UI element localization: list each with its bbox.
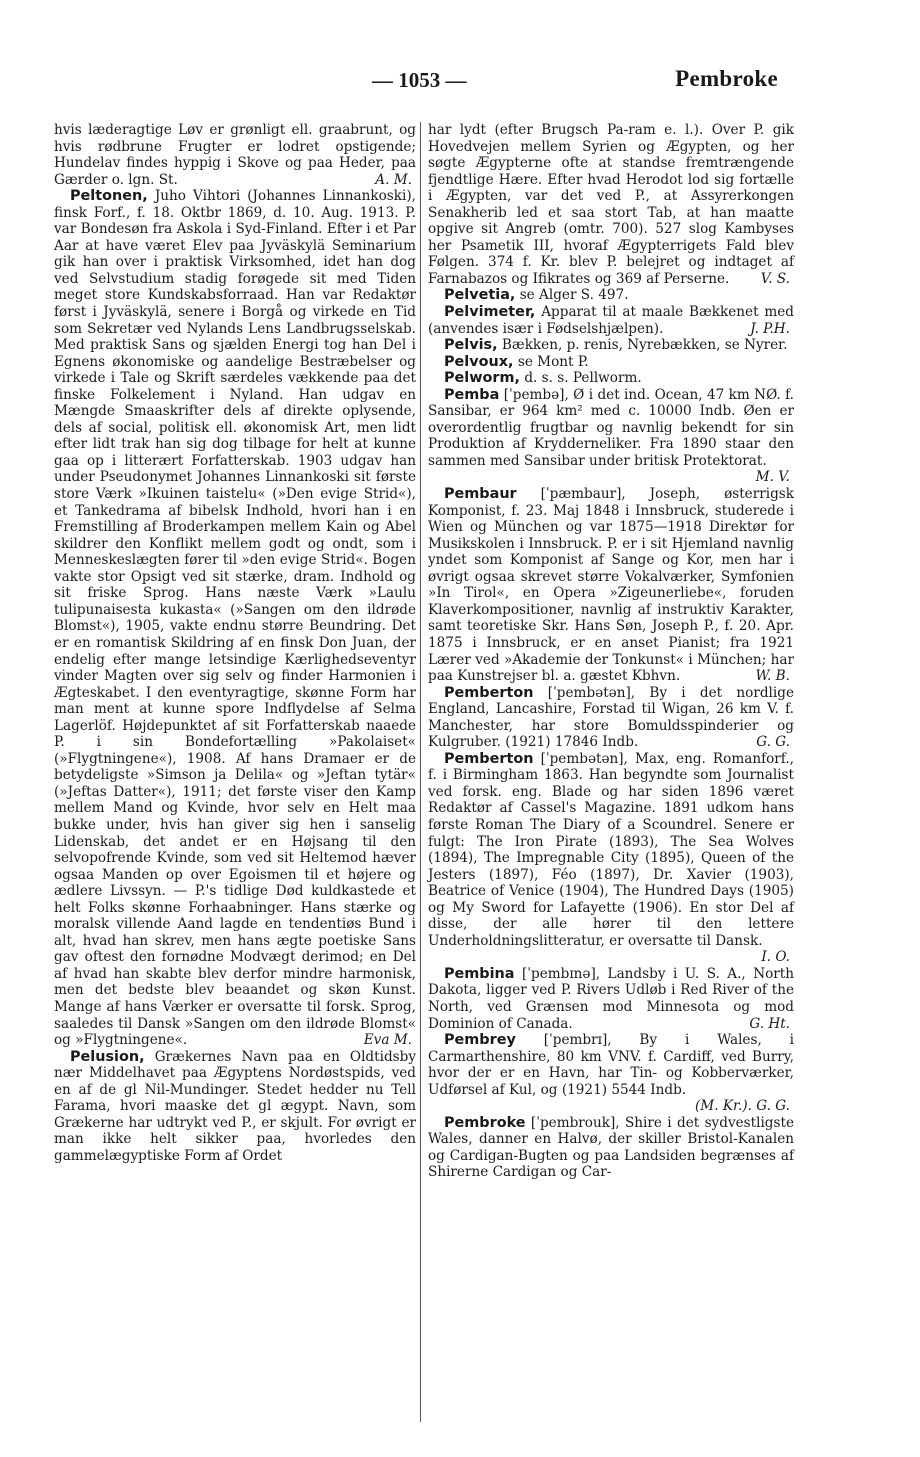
dictionary-entry: [54, 1049, 416, 1165]
entry-text: [ˈpembətən], Max, eng. Romanforf., f. i Birmingham 1863. Han begyndte som Journalist ved forsk. eng. Blade og har siden 1896 været Redaktør af Cassel's Magazine. 1891 udkom hans første Roman The Diary of a Scoundrel. Senere er fulgt: The Iron Pirate (1893), The Sea Wolves (1894), The Impregnable City (1895), Queen of the Jesters (1897), Féo (1897), Dr. Xavier (1903), Beatrice of Venice (1904), The Hundred Days (1905) og My Sword for Lafayette (1906). En stor Del af disse, der alle hører til den lettere Underholdningslitteratur, er oversatte til Dansk.: [428, 750, 794, 949]
column-divider: [420, 122, 421, 1422]
left-column: [54, 122, 416, 1164]
entry-headword: Pelvetia,: [444, 287, 516, 304]
entry-text: [ˈpembrouk], Shire i det sydvestligste Wales, danner en Halvø, der skiller Bristol-Kanalen og Cardigan-Bugten og paa Landsiden begrænses af Shirerne Cardigan og Car-: [428, 1114, 794, 1181]
entry-headword: Peltonen,: [70, 188, 148, 205]
entry-signature: G. G.: [756, 734, 790, 751]
entry-headword: Pembina: [444, 965, 515, 982]
entry-text: Apparat til at maale Bækkenet med (anvendes især i Fødselshjælpen).: [428, 304, 794, 337]
entry-headword: Pelusion,: [70, 1048, 145, 1065]
dictionary-entry: [428, 486, 794, 685]
dictionary-entry: [428, 337, 794, 354]
entry-signature: W. B.: [755, 668, 790, 685]
entry-text: [ˈpembətən], By i det nordlige England, Lancashire, Forstad til Wigan, 26 km V. f. Manchester, har store Bomuldsspinderier og Kulgruber. (1921) 17846 Indb.: [428, 684, 794, 751]
entry-headword: Pemberton: [444, 684, 534, 701]
dictionary-entry: [428, 122, 794, 287]
entry-headword: Pelworm,: [444, 370, 520, 387]
entry-headword: Pemba: [444, 386, 500, 403]
dictionary-entry: [54, 188, 416, 1048]
entry-signature: I. O.: [761, 949, 790, 966]
entry-signature: J. P.H.: [750, 320, 790, 337]
entry-signature: (M. Kr.). G. G.: [694, 1098, 790, 1115]
entry-text: [ˈpembrɪ], By i Wales, i Carmarthenshire, 80 km VNV. f. Cardiff, ved Burry, hvor der er en Havn, har Tin- og Kobberværker, Udførsel af Kul, og (1921) 5544 Indb.: [428, 1032, 794, 1098]
dictionary-entry: [428, 751, 794, 966]
entry-signature: G. Ht.: [749, 1015, 790, 1032]
right-column: [428, 122, 794, 1181]
entry-headword: Pembrey: [444, 1032, 516, 1049]
entry-headword: Pemberton: [444, 750, 534, 767]
entry-headword: Pelvimeter,: [444, 304, 536, 321]
entry-text: Bækken, p. renis, Nyrebækken, se Nyrer.: [501, 337, 788, 354]
entry-text: [ˈpembə], Ø i det ind. Ocean, 47 km NØ. f. Sansibar, er 964 km² med c. 10000 Indb. Øen er overordentlig frugtbar og navnlig bekendt for sin Produktion af Krydderneliker. Fra 1890 staar den sammen med Sansibar under britisk Protektorat.: [428, 386, 794, 469]
dictionary-entry: [54, 122, 416, 188]
entry-text: se Alger S. 497.: [519, 287, 629, 304]
dictionary-entry: [428, 354, 794, 371]
entry-headword: Pelvis,: [444, 337, 498, 354]
running-head: Pembroke: [675, 66, 778, 91]
entry-text: [ˈpembɪnə], Landsby i U. S. A., North Dakota, ligger ved P. Rivers Udløb i Red River of the North, ved Grænsen mod Minnesota og mod Dominion of Canada.: [428, 965, 794, 1032]
dictionary-entry: [428, 1115, 794, 1181]
entry-headword: Pembroke: [444, 1114, 526, 1131]
dictionary-entry: [428, 304, 794, 337]
dictionary-entry: [428, 387, 794, 486]
page-header: [0, 66, 920, 96]
entry-text: Grækernes Navn paa en Oldtidsby nær Middelhavet paa Ægyptens Nordøstspids, ved en af de gl Nil-Mundinger. Stedet hedder nu Tell Farama, hvori maaske det gl ægypt. Navn, som Grækerne har udtrykt ved P., er skjult. For øvrigt er man ikke helt sikker paa, hvorledes den gammelægyptiske Form af Ordet: [54, 1048, 416, 1164]
entry-headword: Pembaur: [444, 486, 517, 503]
entry-signature: V. S.: [760, 270, 790, 287]
entry-text: se Mont P.: [517, 353, 589, 370]
entry-signature: M. V.: [755, 469, 790, 486]
dictionary-entry: [428, 287, 794, 304]
entry-headword: Pelvoux,: [444, 353, 514, 370]
entry-signature: Eva M.: [363, 1032, 412, 1049]
page-number: — 1053 —: [372, 68, 467, 92]
dictionary-entry: [428, 966, 794, 1032]
entry-signature: A. M.: [375, 171, 412, 188]
entry-text: d. s. s. Pellworm.: [524, 370, 642, 387]
dictionary-entry: [428, 685, 794, 751]
entry-text: [ˈpæmbaur], Joseph, østerrigsk Komponist, f. 23. Maj 1848 i Innsbruck, studerede i Wien og München og var 1875—1918 Direktør for Musikskolen i Innsbruck. P. er i sit Hjemland navnlig yndet som Komponist af Sange og Kor, men har i øvrigt ogsaa skrevet større Vokalværker, Symfonien »In Tirol«, en Opera »Zigeunerliebe«, foruden Klaverkompositioner, navnlig af instruktiv Karakter, samt teoretiske Skr. Hans Søn, Joseph P., f. 20. Apr. 1875 i Innsbruck, er en anset Pianist; fra 1921 Lærer ved »Akademie der Tonkunst« i München; har paa Kunstrejser bl. a. gæstet Kbhvn.: [428, 486, 794, 685]
dictionary-entry: [428, 370, 794, 387]
entry-text: hvis læderagtige Løv er grønligt ell. graabrunt, og hvis rødbrune Frugter er lodret opstigende; Hundelav findes hyppig i Skove og paa Heder, paa Gærder o. lgn. St.: [54, 122, 416, 188]
dictionary-entry: [428, 1032, 794, 1115]
entry-text: Juho Vihtori (Johannes Linnankoski), finsk Forf., f. 18. Oktbr 1869, d. 10. Aug. 1913. P. var Bondesøn fra Askola i Syd-Finland. Efter i et Par Aar at have været Elev paa Jyväskylä Seminarium gik han over i praktisk Virksomhed, idet han dog ved Selvstudium stadig forøgede sit med Tiden meget store Kundskabsforraad. Han var Redaktør først i Jyväskylä, senere i Borgå og virkede en Tid som Sekretær ved Nylands Lens Landbrugsselskab. Med praktisk Sans og sjælden Energi tog han Del i Egnens økonomiske og aandelige Bestræbelser og virkede i Tale og Skrift særdeles vækkende paa det finske Folkelement i Nyland. Han udgav en Mængde Smaaskrifter dels af direkte oplysende, dels af social, politisk ell. økonomisk Art, men lidt efter lidt trak han sig dog tilbage for helt at kunne gaa op i litterært Forfatterskab. 1903 udgav han under Pseudonymet Johannes Linnankoski sit første store Værk »Ikuinen taistelu« (»Den evige Strid«), et Tankedrama af bibelsk Indhold, hvori han i en Fremstilling af Broderkampen mellem Kain og Abel skildrer den Konflikt mellem godt og ondt, som i Menneskeslægten fører til »den evige Strid«. Bogen vakte stor Opsigt ved sit stærke, dram. Indhold og sit friske Sprog. Hans næste Værk »Laulu tulipunaisesta kukasta« (»Sangen om den ildrøde Blomst«), 1905, vakte endnu større Beundring. Det er en romantisk Skildring af en finsk Don Juan, der endelig efter mange letsindige Kærlighedseventyr vinder Magten over sig selv og finder Harmonien i Ægteskabet. I den eventyragtige, skønne Form har man ment at kunne spore Indflydelse af Selma Lagerlöf. Højdepunktet af sit Forfatterskab naaede P. i sin Bondefortælling »Pakolaiset« (»Flygtningene«), 1908. Af hans Dramaer er de betydeligste »Simson ja Delila« og »Jeftan tytär« (»Jeftas Datter«), 1911; det første viser den Kamp mellem Mand og Kvinde, hvor selv en Helt maa bukke under, hvis han giver sig hen i sanselig Lidenskab, det andet er en Højsang til den selvopofrende Kvinde, som ved sit Heltemod hæver ogsaa Manden op over Egoismen til et højere og ædlere Livssyn. — P.'s tidlige Død kuldkastede et helt Folks skønne Forhaabninger. Hans stærke og moralsk villende Aand lagde en tendentiøs Bund i alt, hvad han skrev, men hans ægte poetiske Sans gav oftest den fornødne Modvægt derimod; en Del af hvad han skabte blev derfor mindre harmonisk, men det bedste blev beaandet og skøn Kunst. Mange af hans Værker er oversatte til forsk. Sprog, saaledes til Dansk »Sangen om den ildrøde Blomst« og »Flygtningene«.: [54, 188, 416, 1049]
entry-text: har lydt (efter Brugsch Pa-ram e. l.). Over P. gik Hovedvejen mellem Syrien og Ægypten, og her søgte Ægypterne ofte at standse fremtrængende fjendtlige Hære. Efter hvad Herodot lod sig fortælle i Ægypten, var det ved P., at Assyrerkongen Senakherib led et saa stort Tab, at han maatte opgive sit Angreb (omtr. 700). 527 slog Kambyses her Psametik III, hvoraf Ægypterrigets Fald blev Følgen. 374 f. Kr. blev P. belejret og indtaget af Farnabazos og Ifikrates og 369 af Perserne.: [428, 122, 794, 287]
